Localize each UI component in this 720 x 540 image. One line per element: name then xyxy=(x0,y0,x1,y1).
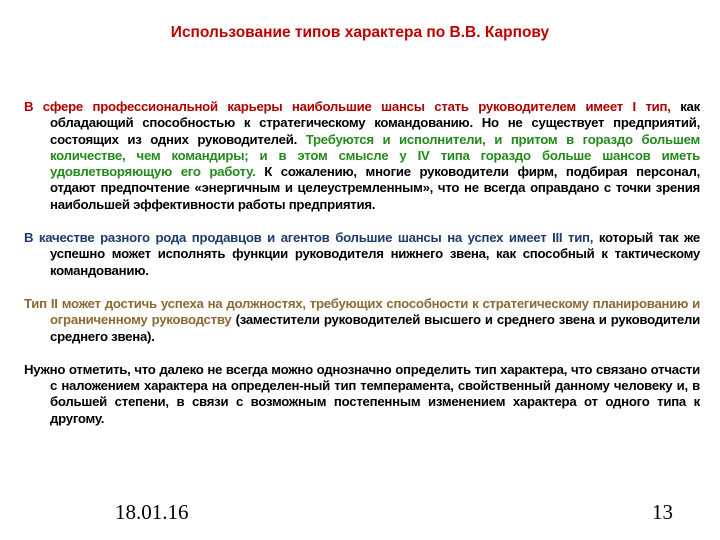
slide-title: Использование типов характера по В.В. Карпову xyxy=(170,24,550,41)
paragraph-note xyxy=(24,362,700,427)
paragraph-career xyxy=(24,99,700,213)
text-segment: который так же успешно может исполнять функции руководителя нижнего звена, как способный к тактическому командованию. xyxy=(50,230,701,278)
slide-date: 18.01.16 xyxy=(115,500,189,524)
text-segment: Требуются и исполнители, и притом в гораздо большем количестве, чем командиры; и в этом смысле у IV типа гораздо больше шансов иметь удовлетворяющую его работу. xyxy=(50,131,700,180)
paragraph-type-two xyxy=(24,296,700,345)
text-segment: (заместители руководителей высшего и среднего звена и руководители среднего звена). xyxy=(50,312,700,344)
text-segment: Нужно отметить, что далеко не всегда можно однозначно определить тип характера, что связано отчасти с наложением характера на определен-ный тип темперамента, свойственный данному человеку и, в большей степени, в связи с возможным постепенным изменением характера от одного типа к другому. xyxy=(24,361,700,426)
text-segment: В качестве разного рода продавцов и агентов большие шансы на успех имеет III тип, xyxy=(24,230,599,246)
text-segment: Тип II может достичь успеха на должностях, требующих способности к стратегическому планированию и ограниченному руководству xyxy=(24,295,700,328)
text-segment: К сожалению, многие руководители фирм, подбирая персонал, отдают предпочтение «энергичным и целеустремленным», что не всегда оправдано с точки зрения наибольшей эффективности работы предприятия. xyxy=(50,164,700,212)
slide-body xyxy=(24,99,700,444)
text-segment: как обладающий способностью к стратегическому командованию. Но не существует предприятий, состоящих из одних руководителей. xyxy=(50,99,700,147)
text-segment: В сфере профессиональной карьеры наибольшие шансы стать руководителем имеет I тип, xyxy=(24,99,681,114)
paragraph-sales xyxy=(24,230,700,279)
slide-page-number: 13 xyxy=(652,500,673,524)
